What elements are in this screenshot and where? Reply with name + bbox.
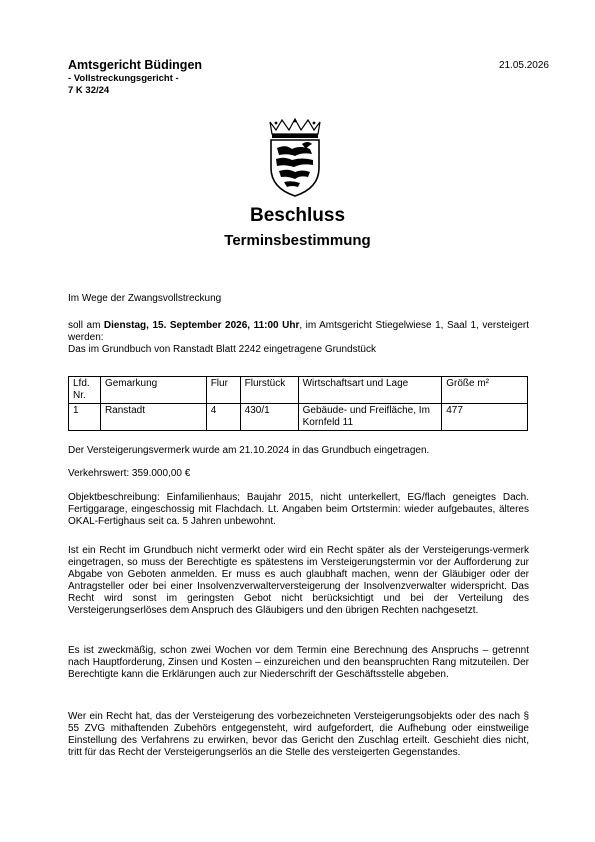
table-row [69,404,528,431]
auction-paragraph [68,320,529,356]
document-date: 21.05.2026 [498,60,549,71]
table-header-cell: Gemarkung [100,377,206,404]
entgegen-paragraph: Wer ein Recht hat, das der Versteigerung des vorbezeichneten Versteigerungsobjekts oder des nach § 55 ZVG mithaftenden Zubehörs entgegensteht, wird aufgefordert, die Aufhebung oder einstweilige Einstellung des Verfahrens zu erwirken, bevor das Gericht den Zuschlag erteilt. Geschieht dies nicht, tritt für das Recht der Versteigerungserlös an die Stelle des versteigerten Gegenstandes. [68,711,529,758]
vermerk-paragraph: Der Versteigerungsvermerk wurde am 21.10.2024 in das Grundbuch eingetragen. [68,445,430,456]
case-number: 7 K 32/24 [68,85,110,96]
auction-date-time: Dienstag, 15. September 2026, 11:00 Uhr [103,320,300,331]
document-title: Beschluss [249,205,346,226]
auction-prefix: soll am [68,320,104,331]
table-header-cell: Flurstück [240,377,298,404]
zweckmaessig-paragraph: Es ist zweckmäßig, schon zwei Wochen vor dem Termin eine Berechnung des Anspruchs – getrennt nach Hauptforderung, Zinsen und Kosten – einzureichen und den beanspruchten Rang mitzuteilen. Der Berechtigte kann die Erklärungen auch zur Niederschrift der Geschäftsstelle abgeben. [68,645,529,680]
table-header-cell: Flur [206,377,240,404]
verkehrswert-paragraph: Verkehrswert: 359.000,00 € [68,468,191,479]
court-name: Amtsgericht Büdingen [68,58,203,72]
objektbeschreibung-paragraph: Objektbeschreibung: Einfamilienhaus; Baujahr 2015, nicht unterkellert, EG/flach geneigtes Dach. Fertiggarage, eingeschossig mit Flachdach. Lt. Angaben beim Ortstermin: wieder aufgebautes, älteres OKAL-Fertighaus seit ca. 5 Jahren unbewohnt. [68,492,529,527]
recht-paragraph: Ist ein Recht im Grundbuch nicht vermerkt oder wird ein Recht später als der Versteigerungs-vermerk eingetragen, so muss der Berechtigte es spätestens im Versteigerungstermin vor der Aufforderung zur Abgabe von Geboten anmelden. Er muss es auch glaubhaft machen, wenn der Gläubiger oder der Antragsteller oder bei einer Insolvenzverwalterversteigerung der Insolvenzverwalter widerspricht. Das Recht wird sonst im geringsten Gebot nicht berücksichtigt und bei der Verteilung des Versteigerungserlöses dem Anspruch des Gläubigers und den übrigen Rechten nachgesetzt. [68,545,529,616]
table-header-cell: Lfd. Nr. [69,377,101,404]
court-department: - Vollstreckungsgericht - [68,73,179,84]
letterhead [68,58,202,97]
table-cell: 477 [442,404,528,431]
table-cell: 1 [69,404,101,431]
table-cell: Ranstadt [100,404,206,431]
table-cell: Gebäude- und Freifläche, Im Kornfeld 11 [298,404,442,431]
property-table [68,376,528,431]
intro-text: Im Wege der Zwangsvollstreckung [68,293,222,304]
table-header-row [69,377,528,404]
table-header-cell: Wirtschaftsart und Lage [298,377,442,404]
table-header-cell: Größe m² [442,377,528,404]
hessen-coat-of-arms-icon [262,118,328,198]
auction-object: Das im Grundbuch von Ranstadt Blatt 2242 eingetragene Grundstück [68,344,376,355]
document-subtitle: Terminsbestimmung [224,232,371,249]
table-cell: 4 [206,404,240,431]
table-cell: 430/1 [240,404,298,431]
auction-suffix: , im Amtsgericht Stiegelwiese 1, Saal 1, versteigert werden: [68,320,530,343]
